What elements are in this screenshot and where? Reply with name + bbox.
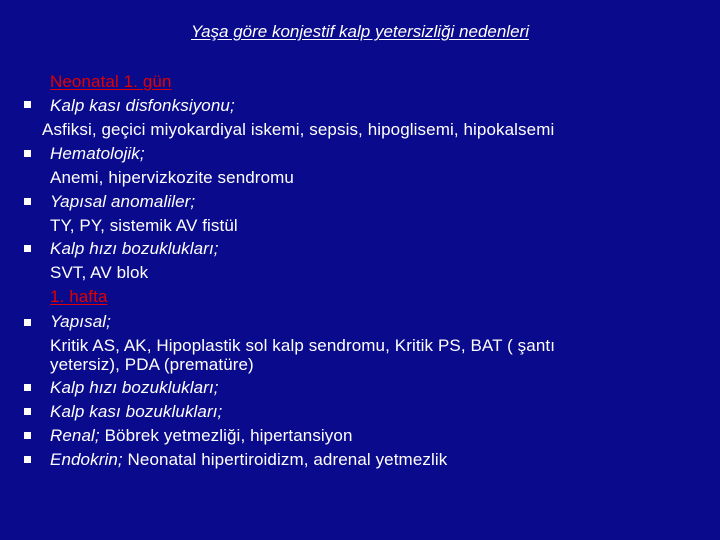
item-label: Kalp hızı bozuklukları;	[50, 239, 219, 258]
item-label: Yapısal;	[50, 312, 111, 331]
item-detail: Asfiksi, geçici miyokardiyal iskemi, sepsis, hipoglisemi, hipokalsemi	[42, 120, 555, 139]
item-label: Yapısal anomaliler;	[50, 192, 196, 211]
item-detail: Böbrek yetmezliği, hipertansiyon	[99, 426, 353, 445]
slide-title: Yaşa göre konjestif kalp yetersizliği nedenleri	[191, 22, 529, 41]
item-label: Renal;	[50, 426, 100, 445]
item-label: Kalp kası bozuklukları;	[50, 402, 223, 421]
item-detail: Neonatal hipertiroidizm, adrenal yetmezlik	[122, 450, 448, 469]
square-bullet-icon	[24, 432, 31, 439]
item-line	[50, 426, 353, 446]
square-bullet-icon	[24, 245, 31, 252]
item-detail: SVT, AV blok	[50, 263, 149, 282]
neonatal-heading: Neonatal 1. gün	[50, 72, 172, 91]
item-line	[50, 450, 447, 470]
item-detail: TY, PY, sistemik AV fistül	[50, 216, 238, 235]
square-bullet-icon	[24, 101, 31, 108]
item-detail: yetersiz), PDA (prematüre)	[50, 355, 254, 374]
square-bullet-icon	[24, 319, 31, 326]
square-bullet-icon	[24, 456, 31, 463]
square-bullet-icon	[24, 150, 31, 157]
item-label: Kalp hızı bozuklukları;	[50, 378, 219, 397]
week-heading: 1. hafta	[50, 287, 108, 306]
square-bullet-icon	[24, 198, 31, 205]
item-label: Endokrin;	[50, 450, 123, 469]
item-label: Kalp kası disfonksiyonu;	[50, 96, 235, 115]
square-bullet-icon	[24, 384, 31, 391]
item-detail: Anemi, hipervizkozite sendromu	[50, 168, 294, 187]
item-label: Hematolojik;	[50, 144, 145, 163]
square-bullet-icon	[24, 408, 31, 415]
item-detail: Kritik AS, AK, Hipoplastik sol kalp sendromu, Kritik PS, BAT ( şantı	[50, 336, 556, 355]
